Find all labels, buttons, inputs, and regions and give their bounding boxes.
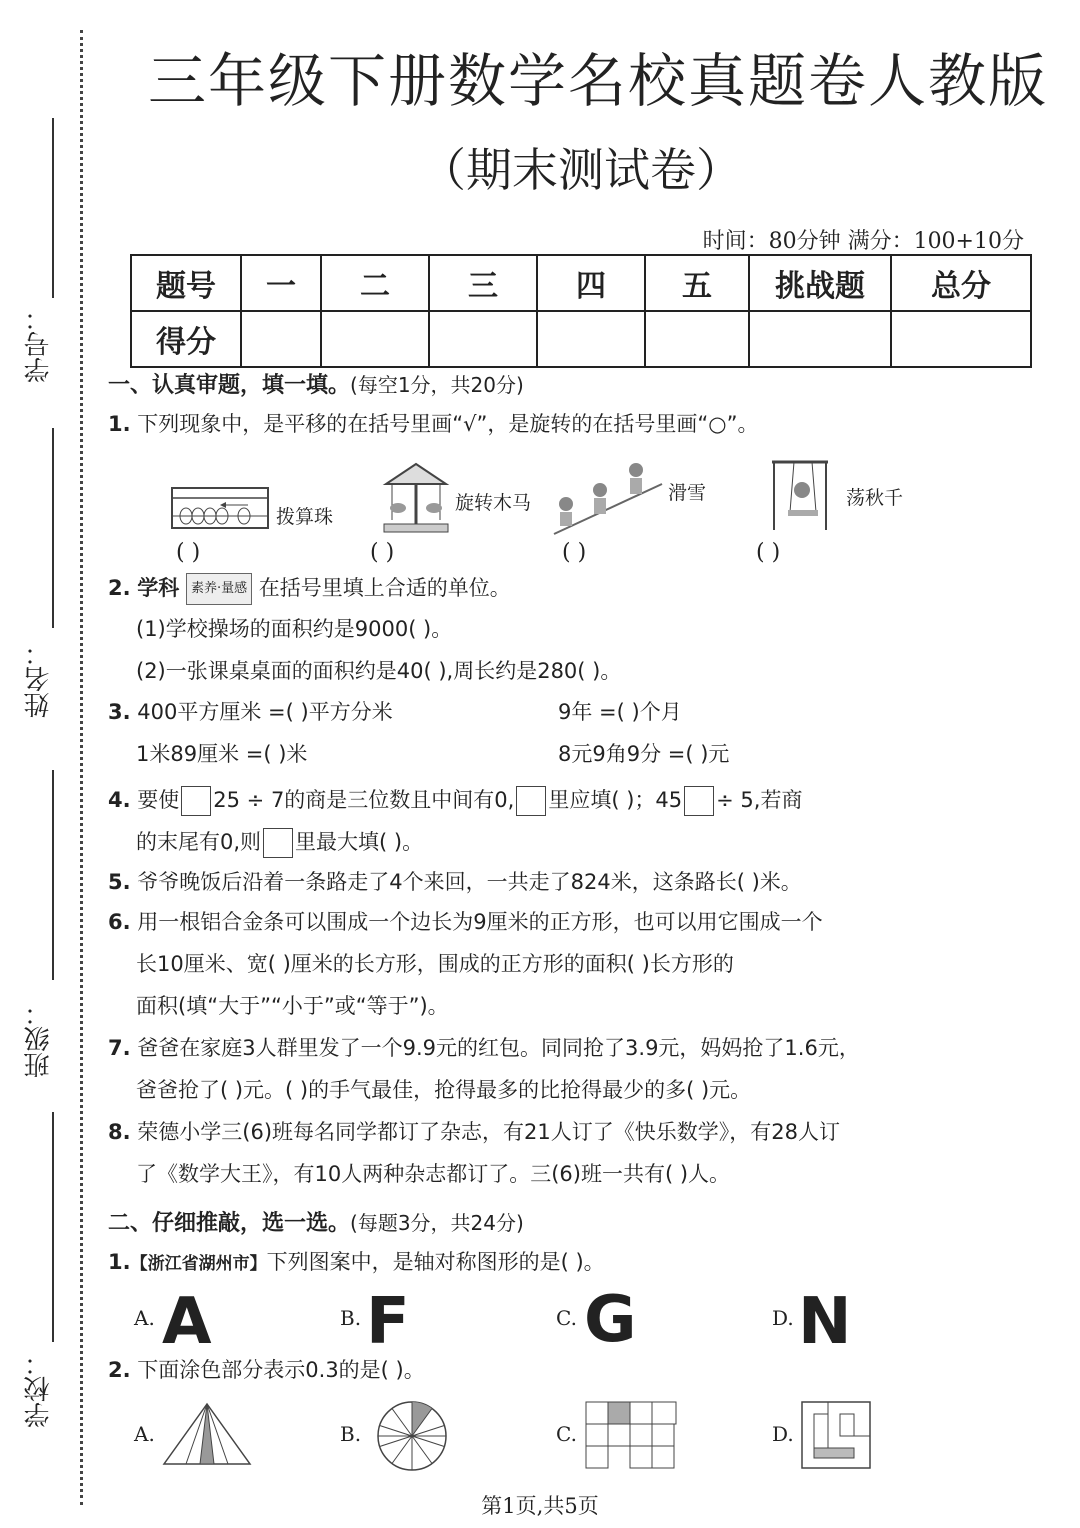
table-cell: 一 xyxy=(241,255,321,311)
score-cell[interactable] xyxy=(241,311,321,367)
abacus-icon xyxy=(168,486,272,532)
score-cell[interactable] xyxy=(429,311,537,367)
score-table-score-row xyxy=(131,311,1031,367)
fold-dashed-line xyxy=(80,30,83,1505)
section1-note: (每空1分，共20分) xyxy=(350,373,524,397)
school-label: 学校： xyxy=(24,1350,54,1428)
table-cell: 得分 xyxy=(131,311,241,367)
pic-label-skiing: 滑雪 xyxy=(668,482,707,504)
triangle-figure[interactable] xyxy=(160,1400,254,1468)
section2-title: 二、仔细推敲，选一选。 xyxy=(108,1211,351,1236)
question-1-8 xyxy=(108,1118,840,1146)
option-letter[interactable]: N xyxy=(798,1285,852,1359)
question-1-3-a xyxy=(108,698,393,726)
blank-box[interactable] xyxy=(516,786,546,816)
question-1-3-d: 8元9角9分 =( )元 xyxy=(558,742,730,766)
question-number: 2. xyxy=(108,1358,131,1382)
score-table xyxy=(130,254,1032,368)
table-cell: 五 xyxy=(645,255,749,311)
question-number: 6. xyxy=(108,910,131,934)
answer-blank[interactable]: ( ) xyxy=(756,540,781,565)
answer-blank[interactable]: ( ) xyxy=(370,540,395,565)
question-1-5 xyxy=(108,868,802,896)
option-letter[interactable]: A xyxy=(162,1285,212,1359)
school-line xyxy=(52,1112,54,1342)
question-1-4 xyxy=(108,786,802,816)
question-number: 8. xyxy=(108,1120,131,1144)
pic-label-abacus: 拨算珠 xyxy=(276,506,334,528)
option-letter[interactable]: G xyxy=(584,1283,637,1357)
question-2-1 xyxy=(108,1248,605,1278)
swing-icon xyxy=(768,458,832,532)
class-label: 班级： xyxy=(24,1000,54,1078)
score-cell[interactable] xyxy=(321,311,429,367)
question-1-6 xyxy=(108,908,823,936)
literacy-tag: 素养·量感 xyxy=(186,573,252,605)
name-line xyxy=(52,428,54,628)
blank-box[interactable] xyxy=(181,786,211,816)
score-cell[interactable] xyxy=(749,311,891,367)
carousel-icon xyxy=(380,460,452,536)
question-1-1 xyxy=(108,410,759,438)
region-tag: 【浙江省湖州市】 xyxy=(130,1254,267,1274)
option-label: B. xyxy=(340,1306,362,1330)
answer-blank[interactable]: ( ) xyxy=(562,540,587,565)
subject-label: 学科 xyxy=(137,576,180,600)
question-text: 的末尾有0,则 xyxy=(136,830,262,854)
question-text: 要使 xyxy=(137,788,180,812)
table-cell: 四 xyxy=(537,255,645,311)
question-1-6-line2: 长10厘米、宽( )厘米的长方形，围成的正方形的面积( )长方形的 xyxy=(136,952,734,976)
section1-heading xyxy=(108,368,524,399)
table-cell: 题号 xyxy=(131,255,241,311)
blank-box[interactable] xyxy=(263,828,293,858)
score-cell[interactable] xyxy=(645,311,749,367)
page-subtitle: （期末测试卷） xyxy=(420,143,742,197)
score-cell[interactable] xyxy=(537,311,645,367)
table-cell: 总分 xyxy=(891,255,1031,311)
exam-info: 时间：80分钟 满分：100+10分 xyxy=(702,229,1024,254)
option-label: A. xyxy=(134,1306,155,1330)
grid-figure-d[interactable] xyxy=(800,1400,874,1470)
question-1-2 xyxy=(108,573,511,605)
question-text: 下列图案中，是轴对称图形的是( )。 xyxy=(266,1250,605,1274)
question-1-3-c: 1米89厘米 =( )米 xyxy=(136,742,308,766)
question-number: 2. xyxy=(108,576,131,600)
question-text: 里应填( )；45 xyxy=(548,788,683,812)
question-text: ÷ 5,若商 xyxy=(716,788,803,812)
question-text: 里最大填( )。 xyxy=(295,830,424,854)
section2-heading xyxy=(108,1206,524,1237)
question-number: 1. xyxy=(108,412,131,436)
question-text: 在括号里填上合适的单位。 xyxy=(258,576,511,600)
table-cell: 二 xyxy=(321,255,429,311)
student-id-label: 学号： xyxy=(24,305,54,383)
student-id-line xyxy=(52,118,54,298)
question-1-2-b: (2)一张课桌桌面的面积约是40( ),周长约是280( )。 xyxy=(136,659,622,683)
pic-label-carousel: 旋转木马 xyxy=(455,492,532,514)
answer-blank[interactable]: ( ) xyxy=(176,540,201,565)
table-cell: 三 xyxy=(429,255,537,311)
question-text: 400平方厘米 =( )平方分米 xyxy=(137,700,393,724)
question-text: 荣德小学三(6)班每名同学都订了杂志，有21人订了《快乐数学》，有28人订 xyxy=(137,1120,840,1144)
section1-title: 一、认真审题，填一填。 xyxy=(108,373,351,398)
question-number: 1. xyxy=(108,1250,131,1274)
option-label: D. xyxy=(772,1306,794,1330)
circle-figure[interactable] xyxy=(374,1398,450,1474)
grid-figure-c[interactable] xyxy=(584,1400,678,1470)
question-1-4-line2 xyxy=(136,828,423,858)
name-label: 姓名： xyxy=(24,640,54,718)
question-text: 下列现象中，是平移的在括号里画“√”，是旋转的在括号里画“○”。 xyxy=(137,412,759,436)
blank-box[interactable] xyxy=(684,786,714,816)
option-label: C. xyxy=(556,1306,577,1330)
score-cell[interactable] xyxy=(891,311,1031,367)
question-text: 用一根铝合金条可以围成一个边长为9厘米的正方形，也可以用它围成一个 xyxy=(137,910,823,934)
question-1-8-line2: 了《数学大王》，有10人两种杂志都订了。三(6)班一共有( )人。 xyxy=(136,1162,731,1186)
page-title: 三年级下册数学名校真题卷人教版 xyxy=(148,47,1049,115)
question-1-2-a: (1)学校操场的面积约是9000( )。 xyxy=(136,617,453,641)
question-1-6-line3: 面积(填“大于”“小于”或“等于”)。 xyxy=(136,994,449,1018)
question-text: 爷爷晚饭后沿着一条路走了4个来回，一共走了824米，这条路长( )米。 xyxy=(137,870,802,894)
question-1-3-b: 9年 =( )个月 xyxy=(558,700,682,724)
option-label: B. xyxy=(340,1422,362,1446)
question-1-7 xyxy=(108,1034,860,1062)
option-label: A. xyxy=(134,1422,155,1446)
question-1-7-line2: 爸爸抢了( )元。( )的手气最佳，抢得最多的比抢得最少的多( )元。 xyxy=(136,1078,752,1102)
option-label: D. xyxy=(772,1422,794,1446)
page-footer: 第1页,共5页 xyxy=(481,1494,599,1518)
question-text: 25 ÷ 7的商是三位数且中间有0, xyxy=(213,788,515,812)
class-line xyxy=(52,770,54,980)
question-text: 下面涂色部分表示0.3的是( )。 xyxy=(137,1358,425,1382)
score-table-header-row xyxy=(131,255,1031,311)
question-text: 爸爸在家庭3人群里发了一个9.9元的红包。同同抢了3.9元，妈妈抢了1.6元， xyxy=(137,1036,860,1060)
skiing-icon xyxy=(552,460,664,540)
option-letter[interactable]: F xyxy=(366,1285,410,1359)
question-2-2 xyxy=(108,1356,425,1384)
section2-note: (每题3分，共24分) xyxy=(350,1211,524,1235)
question-number: 3. xyxy=(108,700,131,724)
question-number: 7. xyxy=(108,1036,131,1060)
option-label: C. xyxy=(556,1422,577,1446)
question-number: 4. xyxy=(108,788,131,812)
table-cell: 挑战题 xyxy=(749,255,891,311)
question-number: 5. xyxy=(108,870,131,894)
pic-label-swing: 荡秋千 xyxy=(846,487,904,509)
